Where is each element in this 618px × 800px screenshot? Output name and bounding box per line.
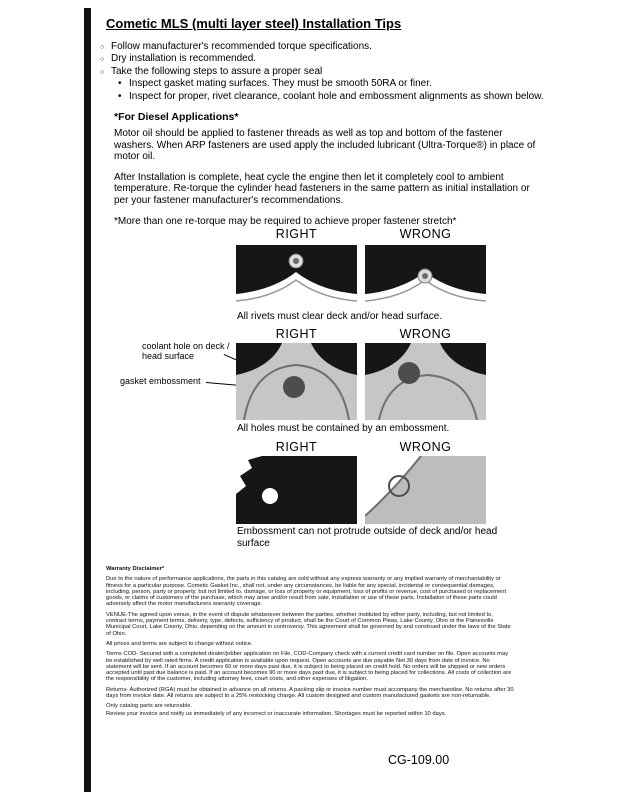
legal-paragraph: Terms COD- Secured with a completed dealer/jobber application on File, COD-Company check with a current credit card number on file. Open accounts may be established by well rated firms. A credit application is available upon request. Open accounts are due payable Net 30 days from date of invoice. No statement will be sent. If an account becomes 60 or more days past due, it is subject to being placed on credit hold. No orders will be shipped or new orders accepted until past due balance is paid. If an account becomes 90 or more days past due, it is subject to being placed for collections. All costs of collection are the responsibility of the customer, including attorney fees, court costs, and other expenses of litigation. — [106, 651, 512, 683]
diesel-paragraphs — [114, 128, 540, 236]
coolant-right-illustration — [236, 343, 357, 420]
embossment-wrong-figure — [365, 456, 486, 524]
warranty-heading: Warranty Disclaimer* — [106, 566, 165, 572]
embossment-wrong-illustration — [365, 456, 486, 524]
tip-item — [100, 53, 592, 65]
tip-item — [100, 41, 592, 53]
legal-paragraph: All prices and terms are subject to change without notice. — [106, 640, 253, 647]
diesel-applications-heading: *For Diesel Applications* — [114, 111, 239, 123]
wrong-label-row3: WRONG — [399, 440, 452, 454]
paragraph: *More than one re-torque may be required to achieve proper fastener stretch* — [114, 215, 457, 227]
legal-paragraph: Review your invoice and notify us immediately of any incorrect or inaccurate information. Shortages must be reported within 10 days. — [106, 710, 447, 717]
caption-embossment: Embossment can not protrude outside of deck and/or head surface — [237, 526, 498, 549]
page-code: CG-109.00 — [388, 753, 450, 767]
legal-paragraph: Due to the nature of performance applications, the parts in this catalog are sold without any express warranty or any implied warranty of merchantability or fitness for a particular purpose. Cometic Gasket Inc., shall not, under any circumstances, be liable for any special, incidental or consequential damages, including, person, party or property, but not limited to, damage, or loss of property or equipment, loss of profits or revenue, cost of purchased or replacement goods, or claims of customers of the purchase, which may arise and/or result from sale, installation or use of these parts. Installation of these parts could adversely affect the motor manufacturers warranty coverage. — [106, 576, 507, 608]
embossment-right-figure — [236, 456, 357, 524]
coolant-wrong-illustration — [365, 343, 486, 420]
wrong-label-row1: WRONG — [399, 227, 452, 241]
sub-tip-text: Inspect for proper, rivet clearance, coolant hole and embossment alignments as shown below. — [129, 90, 544, 102]
rivet-right-illustration — [236, 245, 357, 308]
caption-holes: All holes must be contained by an embossment. — [237, 423, 450, 434]
coolant-hole-callout: coolant hole on deck / head surface — [142, 341, 230, 361]
sub-tip-item — [118, 91, 592, 103]
legal-paragraph: Only catalog parts are returnable. — [106, 703, 193, 710]
embossment-right-illustration — [236, 456, 357, 524]
warranty-disclaimer-block — [106, 566, 514, 721]
tip-item — [100, 66, 592, 78]
wrong-label-row2: WRONG — [399, 327, 452, 341]
tip-text: Follow manufacturer's recommended torque specifications. — [111, 41, 372, 52]
rivet-clearance-wrong-figure — [365, 245, 486, 308]
tip-text: Dry installation is recommended. — [111, 53, 257, 65]
right-label-row1: RIGHT — [275, 227, 318, 241]
gasket-embossment-callout: gasket embossment — [120, 376, 201, 386]
legal-paragraph: VENUE-The agreed upon venue, in the event of dispute whatsoever between the parties, whether instituted by either party, including, but not limited to, contract terms, payment terms, delivery, type, defects, sufficiency of product, shall be the Court of Common Pleas, Lake County, Ohio or the Painesville Municipal Court, Lake County, Ohio, depending on the amount in controversy. This agreement shall be governed by and construed under the laws of the State of Ohio. — [106, 611, 511, 637]
tips-list — [100, 41, 592, 103]
coolant-hole-wrong-figure — [365, 343, 486, 420]
page-title: Cometic MLS (multi layer steel) Installation Tips — [106, 16, 402, 31]
page-spine-bar — [84, 8, 91, 792]
coolant-hole-right-figure — [236, 343, 357, 420]
sub-tip-item — [118, 78, 592, 90]
rivet-wrong-illustration — [365, 245, 486, 308]
sub-tip-text: Inspect gasket mating surfaces. They must be smooth 50RA or finer. — [129, 78, 432, 90]
paragraph: After Installation is complete, heat cycle the engine then let it completely cool to ambient temperature. Re-torque the cylinder head fasteners in the same pattern as initial installation or per your fastener manufacturer's recommendations. — [114, 171, 530, 206]
right-label-row2: RIGHT — [275, 327, 318, 341]
right-label-row3: RIGHT — [275, 440, 318, 454]
paragraph: Motor oil should be applied to fastener threads as well as top and bottom of the fastener washers. When ARP fasteners are used apply the included lubricant (Ultra-Torque®) in place of motor oil. — [114, 128, 536, 163]
rivet-clearance-right-figure — [236, 245, 357, 308]
caption-rivets: All rivets must clear deck and/or head surface. — [237, 311, 443, 322]
tip-text: Take the following steps to assure a proper seal — [111, 65, 323, 77]
legal-paragraph: Returns- Authorized (RGA) must be obtained in advance on all returns. A packing slip or invoice number must accompany the merchandise. No returns after 30 days from invoice date. All returns are subject to a 25% restocking charge. All custom designed and custom manufactured gaskets are non-returnable. — [106, 686, 514, 700]
